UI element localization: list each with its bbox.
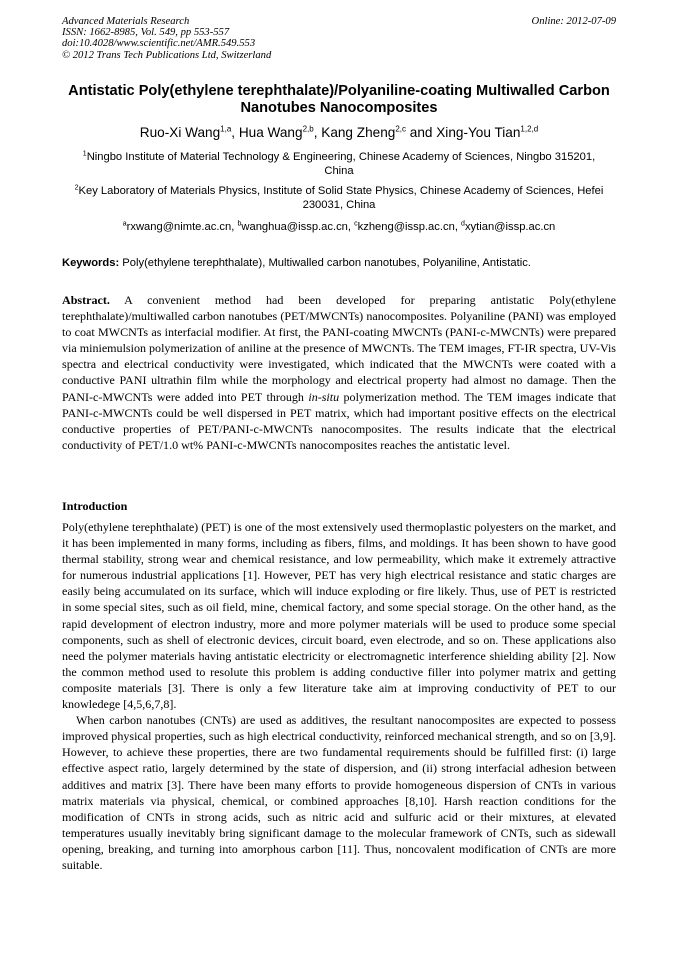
abstract-section xyxy=(62,292,616,453)
doi-line: doi:10.4028/www.scientific.net/AMR.549.553 xyxy=(62,38,256,50)
affiliation-text: Key Laboratory of Materials Physics, Institute of Solid State Physics, Chinese Academy of Sciences, Hefei 230031, China xyxy=(78,185,604,211)
keywords-label: Keywords: xyxy=(62,257,120,269)
email-address[interactable]: xytian@issp.ac.cn xyxy=(464,221,556,233)
author-list xyxy=(62,125,616,141)
author-superscript: 1,a xyxy=(220,124,232,134)
keywords-line xyxy=(62,256,616,270)
abstract-label: Abstract. xyxy=(62,293,110,307)
email-separator: , xyxy=(231,221,238,233)
author-superscript: 2,b xyxy=(302,124,314,134)
author-superscript: 1,2,d xyxy=(520,124,539,134)
email-superscript: a xyxy=(122,220,127,228)
affiliation-text: Ningbo Institute of Material Technology & Engineering, Chinese Academy of Sciences, Ningbo 315201, China xyxy=(86,151,596,177)
author-name: Xing-You Tian xyxy=(436,125,521,140)
email-address[interactable]: kzheng@issp.ac.cn xyxy=(357,221,455,233)
author-name: Hua Wang xyxy=(238,125,303,140)
keywords-text: Poly(ethylene terephthalate), Multiwalled carbon nanotubes, Polyaniline, Antistatic. xyxy=(119,257,531,269)
abstract-text-part1: A convenient method had been developed for preparing antistatic Poly(ethylene terephthalate)/multiwalled carbon nanotubes (PET/MWCNTs) nanocomposites. Polyaniline (PANI) was employed to coat MWCNTs as interfacial modifier. At first, the PANI-coating MWCNTs (PANI-c-MWCNTs) were prepared via miniemulsion polymerization of aniline at the presence of MWCNTs. The TEM images, FT-IR spectra, UV-Vis spectra and electrical conductivity were investigated, which indicated that the MWCNTs were coated with a conductive PANI ultrathin film while the morphology and electrical property had almost no damage. Then the PANI-c-MWCNTs were added into PET through xyxy=(62,293,616,404)
email-separator: , xyxy=(347,221,355,233)
affiliation-2 xyxy=(70,185,608,213)
online-date: Online: 2012-07-09 xyxy=(531,16,616,27)
email-address[interactable]: rxwang@nimte.ac.cn xyxy=(126,221,232,233)
author-name: Kang Zheng xyxy=(321,125,396,140)
email-list xyxy=(62,221,616,234)
introduction-section xyxy=(62,519,616,873)
author-separator: and xyxy=(406,125,437,140)
introduction-paragraph-2: When carbon nanotubes (CNTs) are used as additives, the resultant nanocomposites are expected to possess improved physical properties, such as high electrical conductivity, reinforced mechanical strength, and so on [3,9]. However, to achieve these properties, there are two fundamental requirements should be fulfilled first: (i) large effective aspect ratio, largely determined by the state of dispersion, and (ii) strong interfacial adhesion between additives and matrix [3]. There have been many efforts to provide homogeneous dispersion of CNTs in various matrix materials via physical, chemical, or combined approaches [8,10]. Harsh reaction conditions for the modification of CNTs in strong acids, such as nitric acid and sulfuric acid or their mixtures, at elevated temperatures usually inevitably bring significant damage to the molecular framework of CNTs, such as sidewall opening, breaking, and turning into amorphous carbon [11]. Thus, noncovalent modification of CNTs are more suitable. xyxy=(62,713,616,872)
abstract-paragraph xyxy=(62,292,616,453)
copyright-line: © 2012 Trans Tech Publications Ltd, Switzerland xyxy=(62,49,272,61)
email-separator: , xyxy=(454,221,462,233)
affiliation-superscript: 1 xyxy=(82,150,87,158)
journal-name: Advanced Materials Research xyxy=(62,16,190,27)
email-superscript: c xyxy=(354,220,358,228)
affiliation-superscript: 2 xyxy=(74,184,79,192)
issn-line: ISSN: 1662-8985, Vol. 549, pp 553-557 xyxy=(62,27,230,39)
running-header xyxy=(62,16,616,61)
author-separator: , xyxy=(231,125,239,140)
author-separator: , xyxy=(313,125,322,140)
email-superscript: b xyxy=(237,220,242,228)
author-superscript: 2,c xyxy=(395,124,406,134)
introduction-heading: Introduction xyxy=(62,499,128,513)
abstract-text-part2: polymerization method. The TEM images indicate that PANI-c-MWCNTs could be well dispersed in PET matrix, which had important positive effects on the electrical conductive properties of PET/PANI-c-MWCNTs nanocomposites. The results indicate that the electrical conductivity of PET/1.0 wt% PANI-c-MWCNTs nanocomposites reaches the antistatic level. xyxy=(62,389,616,452)
affiliation-1 xyxy=(70,151,608,179)
email-superscript: d xyxy=(461,220,465,228)
email-address[interactable]: wanghua@issp.ac.cn xyxy=(241,221,348,233)
author-name: Ruo-Xi Wang xyxy=(139,125,221,140)
introduction-paragraph-1: Poly(ethylene terephthalate) (PET) is one of the most extensively used thermoplastic polyesters on the market, and it has been implemented in many forms, including as fibers, films, and moldings. It has been shown to have good thermal stability, strong wear and chemical resistance, and low permeability, which make it extremely attractive for numerous industrial applications [1]. However, PET has very high electrical resistance and static charges are easily being accumulated on its surface, which will induce exploding or fire likely. Thus, use of PET is restricted in some special sites, such as oil field, mine, chemical factory, and some special storage. On the other hand, as the rapid development of electron industry, more and more polymer materials will be used to produce some special components, such as shell of electronic devices, circuit board, even electrode, and so on. These applications also need the polymer materials having antistatic electricity or electromagnetic interference shielding ability [2]. Now the common method used to resolute this problem is adding conductive filler into polymer matrix and getting composite materials [3]. There is only a few literature take aim at improving conductivity of PET to our knowledege [4,5,6,7,8]. xyxy=(62,520,616,712)
paper-title: Antistatic Poly(ethylene terephthalate)/Polyaniline-coating Multiwalled Carbon Nanotubes Nanocomposites xyxy=(68,83,610,116)
abstract-italic-term: in-situ xyxy=(308,389,340,404)
